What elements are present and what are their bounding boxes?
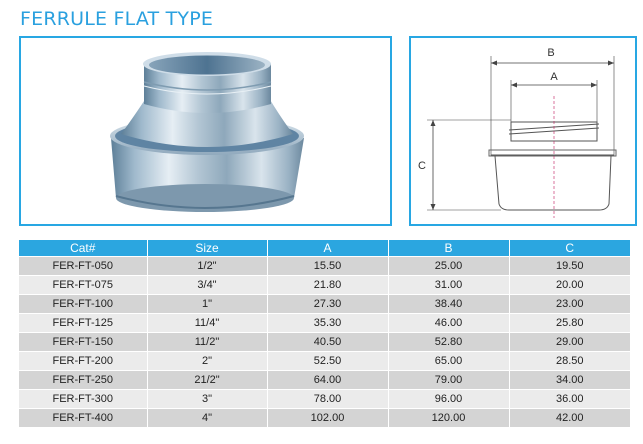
ferrule-photo: [21, 38, 390, 224]
table-row: [19, 333, 630, 352]
spec-table: [19, 240, 630, 427]
cell-cat: FER-FT-150: [19, 333, 147, 352]
cell-c: 42.00: [509, 409, 630, 428]
dimension-diagram-frame: [409, 36, 637, 226]
cell-b: 46.00: [388, 314, 509, 333]
column-header-size: Size: [147, 240, 267, 257]
cell-b: 31.00: [388, 276, 509, 295]
cell-a: 21.80: [267, 276, 388, 295]
cell-a: 64.00: [267, 371, 388, 390]
column-header-a: A: [267, 240, 388, 257]
cell-cat: FER-FT-200: [19, 352, 147, 371]
cell-c: 23.00: [509, 295, 630, 314]
table-header-row: [19, 240, 630, 257]
cell-c: 19.50: [509, 257, 630, 276]
cell-a: 15.50: [267, 257, 388, 276]
table-row: [19, 295, 630, 314]
cell-cat: FER-FT-075: [19, 276, 147, 295]
cell-a: 78.00: [267, 390, 388, 409]
cell-a: 102.00: [267, 409, 388, 428]
cell-cat: FER-FT-400: [19, 409, 147, 428]
cell-c: 25.80: [509, 314, 630, 333]
table-row: [19, 409, 630, 428]
cell-a: 35.30: [267, 314, 388, 333]
cell-cat: FER-FT-125: [19, 314, 147, 333]
table-row: [19, 257, 630, 276]
table-row: [19, 314, 630, 333]
cell-c: 28.50: [509, 352, 630, 371]
cell-a: 40.50: [267, 333, 388, 352]
cell-b: 25.00: [388, 257, 509, 276]
cell-b: 38.40: [388, 295, 509, 314]
cell-c: 29.00: [509, 333, 630, 352]
cell-size: 3": [147, 390, 267, 409]
cell-c: 34.00: [509, 371, 630, 390]
cell-b: 96.00: [388, 390, 509, 409]
cell-cat: FER-FT-100: [19, 295, 147, 314]
cell-size: 4": [147, 409, 267, 428]
cell-cat: FER-FT-050: [19, 257, 147, 276]
dimension-label-b: B: [547, 47, 555, 59]
cell-c: 36.00: [509, 390, 630, 409]
cell-cat: FER-FT-300: [19, 390, 147, 409]
column-header-cat: Cat#: [19, 240, 147, 257]
table-row: [19, 352, 630, 371]
page-title: FERRULE FLAT TYPE: [20, 8, 214, 30]
cell-b: 120.00: [388, 409, 509, 428]
cell-size: 21/2": [147, 371, 267, 390]
cell-a: 27.30: [267, 295, 388, 314]
product-photo-frame: [19, 36, 392, 226]
cell-cat: FER-FT-250: [19, 371, 147, 390]
cell-size: 1/2": [147, 257, 267, 276]
cell-size: 2": [147, 352, 267, 371]
cell-size: 1": [147, 295, 267, 314]
dimension-diagram: [411, 38, 635, 224]
cell-b: 52.80: [388, 333, 509, 352]
cell-size: 11/4": [147, 314, 267, 333]
dimension-label-c: C: [418, 160, 426, 172]
cell-size: 11/2": [147, 333, 267, 352]
cell-c: 20.00: [509, 276, 630, 295]
column-header-c: C: [509, 240, 630, 257]
dimension-label-a: A: [550, 71, 558, 83]
table-row: [19, 390, 630, 409]
cell-a: 52.50: [267, 352, 388, 371]
cell-size: 3/4": [147, 276, 267, 295]
column-header-b: B: [388, 240, 509, 257]
table-row: [19, 371, 630, 390]
cell-b: 65.00: [388, 352, 509, 371]
table-row: [19, 276, 630, 295]
cell-b: 79.00: [388, 371, 509, 390]
